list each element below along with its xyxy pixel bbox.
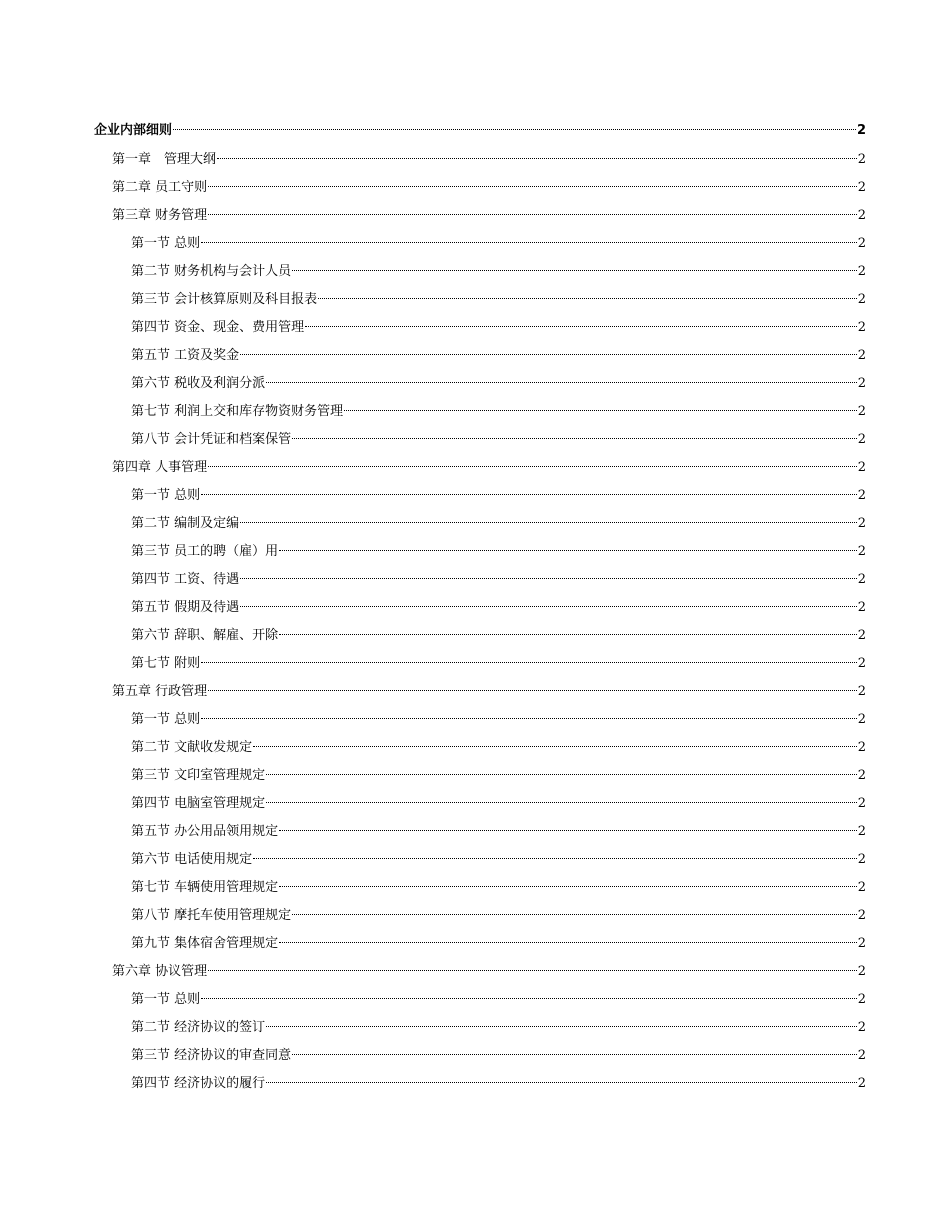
toc-entry-text: 第三节 经济协议的审查同意 <box>131 1048 292 1063</box>
toc-page-number: 2 <box>857 264 866 279</box>
toc-page-number: 2 <box>857 908 866 923</box>
toc-entry-text: 第二节 编制及定编 <box>131 516 240 531</box>
toc-page-number: 2 <box>857 516 866 531</box>
toc-chapter-entry[interactable] <box>94 678 866 706</box>
toc-entry-text: 第一节 总则 <box>131 992 201 1007</box>
toc-entry-text: 第二章 员工守则 <box>112 180 208 195</box>
toc-page-number: 2 <box>857 684 866 699</box>
toc-entry-text: 第二节 财务机构与会计人员 <box>131 264 292 279</box>
dot-leader <box>240 354 857 355</box>
toc-page-number: 2 <box>857 236 866 251</box>
toc-section-entry[interactable] <box>94 846 866 874</box>
toc-section-entry[interactable] <box>94 342 866 370</box>
toc-page-number: 2 <box>857 572 866 587</box>
dot-leader <box>217 158 857 159</box>
dot-leader <box>292 270 857 271</box>
toc-entry-text: 第四节 工资、待遇 <box>131 572 240 587</box>
toc-section-entry[interactable] <box>94 1014 866 1042</box>
toc-entry-text: 第五节 工资及奖金 <box>131 348 240 363</box>
toc-entry-text: 第一节 总则 <box>131 236 201 251</box>
table-of-contents <box>94 116 866 1098</box>
toc-entry-text: 企业内部细则 <box>94 123 173 138</box>
dot-leader <box>253 746 857 747</box>
toc-page-number: 2 <box>857 1020 866 1035</box>
dot-leader <box>201 242 857 243</box>
toc-section-entry[interactable] <box>94 510 866 538</box>
toc-section-entry[interactable] <box>94 818 866 846</box>
dot-leader <box>266 1026 857 1027</box>
dot-leader <box>201 718 857 719</box>
toc-page-number: 2 <box>857 712 866 727</box>
toc-page-number: 2 <box>857 432 866 447</box>
toc-section-entry[interactable] <box>94 762 866 790</box>
toc-page-number: 2 <box>857 376 866 391</box>
toc-section-entry[interactable] <box>94 314 866 342</box>
dot-leader <box>279 634 857 635</box>
toc-page-number: 2 <box>857 320 866 335</box>
dot-leader <box>208 466 857 467</box>
toc-section-entry[interactable] <box>94 286 866 314</box>
toc-entry-text: 第六节 电话使用规定 <box>131 852 253 867</box>
dot-leader <box>292 1054 857 1055</box>
toc-section-entry[interactable] <box>94 426 866 454</box>
toc-section-entry[interactable] <box>94 650 866 678</box>
toc-entry-text: 第四节 资金、现金、费用管理 <box>131 320 305 335</box>
toc-chapter-entry[interactable] <box>94 174 866 202</box>
toc-page-number: 2 <box>857 964 866 979</box>
toc-section-entry[interactable] <box>94 370 866 398</box>
toc-chapter-entry[interactable] <box>94 958 866 986</box>
toc-page-number: 2 <box>857 404 866 419</box>
toc-page-number: 2 <box>857 852 866 867</box>
dot-leader <box>279 942 857 943</box>
toc-chapter-entry[interactable] <box>94 454 866 482</box>
toc-entry-text: 第八节 会计凭证和档案保管 <box>131 432 292 447</box>
toc-page-number: 2 <box>857 824 866 839</box>
dot-leader <box>173 129 856 130</box>
toc-title-entry[interactable] <box>94 116 866 146</box>
dot-leader <box>292 438 857 439</box>
toc-entry-text: 第三节 员工的聘（雇）用 <box>131 544 279 559</box>
toc-page-number: 2 <box>857 656 866 671</box>
toc-page-number: 2 <box>857 1048 866 1063</box>
toc-section-entry[interactable] <box>94 482 866 510</box>
toc-page-number: 2 <box>857 768 866 783</box>
dot-leader <box>208 970 857 971</box>
toc-entry-text: 第六章 协议管理 <box>112 964 208 979</box>
toc-chapter-entry[interactable] <box>94 146 866 174</box>
toc-section-entry[interactable] <box>94 874 866 902</box>
toc-entry-text: 第七节 附则 <box>131 656 201 671</box>
toc-entry-text: 第六节 辞职、解雇、开除 <box>131 628 279 643</box>
toc-page-number: 2 <box>857 460 866 475</box>
dot-leader <box>266 802 857 803</box>
dot-leader <box>208 186 857 187</box>
toc-page-number: 2 <box>857 628 866 643</box>
dot-leader <box>344 410 857 411</box>
toc-page-number: 2 <box>857 208 866 223</box>
toc-entry-text: 第一节 总则 <box>131 488 201 503</box>
toc-section-entry[interactable] <box>94 734 866 762</box>
dot-leader <box>253 858 857 859</box>
toc-section-entry[interactable] <box>94 538 866 566</box>
toc-section-entry[interactable] <box>94 1070 866 1098</box>
toc-entry-text: 第五章 行政管理 <box>112 684 208 699</box>
toc-entry-text: 第九节 集体宿舍管理规定 <box>131 936 279 951</box>
toc-chapter-entry[interactable] <box>94 202 866 230</box>
dot-leader <box>318 298 857 299</box>
dot-leader <box>201 494 857 495</box>
toc-entry-text: 第四节 经济协议的履行 <box>131 1076 266 1091</box>
dot-leader <box>201 998 857 999</box>
dot-leader <box>266 774 857 775</box>
toc-page-number: 2 <box>857 488 866 503</box>
toc-page-number: 2 <box>857 936 866 951</box>
toc-page-number: 2 <box>857 292 866 307</box>
toc-entry-text: 第四章 人事管理 <box>112 460 208 475</box>
dot-leader <box>208 690 857 691</box>
toc-section-entry[interactable] <box>94 594 866 622</box>
dot-leader <box>266 382 857 383</box>
toc-page-number: 2 <box>857 1076 866 1091</box>
toc-entry-text: 第一章 管理大纲 <box>112 152 217 167</box>
toc-entry-text: 第三节 会计核算原则及科目报表 <box>131 292 318 307</box>
toc-entry-text: 第三章 财务管理 <box>112 208 208 223</box>
dot-leader <box>292 914 857 915</box>
toc-page-number: 2 <box>857 992 866 1007</box>
toc-entry-text: 第五节 办公用品领用规定 <box>131 824 279 839</box>
toc-section-entry[interactable] <box>94 706 866 734</box>
toc-page-number: 2 <box>857 796 866 811</box>
dot-leader <box>240 606 857 607</box>
toc-section-entry[interactable] <box>94 790 866 818</box>
toc-entry-text: 第七节 利润上交和库存物资财务管理 <box>131 404 344 419</box>
toc-section-entry[interactable] <box>94 258 866 286</box>
toc-section-entry[interactable] <box>94 986 866 1014</box>
toc-page-number: 2 <box>856 123 866 138</box>
toc-page-number: 2 <box>857 880 866 895</box>
toc-section-entry[interactable] <box>94 902 866 930</box>
toc-page-number: 2 <box>857 180 866 195</box>
dot-leader <box>208 214 857 215</box>
dot-leader <box>266 1082 857 1083</box>
dot-leader <box>279 830 857 831</box>
toc-page-number: 2 <box>857 544 866 559</box>
toc-section-entry[interactable] <box>94 230 866 258</box>
dot-leader <box>279 886 857 887</box>
dot-leader <box>201 662 857 663</box>
dot-leader <box>305 326 857 327</box>
toc-page-number: 2 <box>857 348 866 363</box>
toc-entry-text: 第五节 假期及待遇 <box>131 600 240 615</box>
toc-entry-text: 第二节 文献收发规定 <box>131 740 253 755</box>
toc-page-number: 2 <box>857 740 866 755</box>
dot-leader <box>279 550 857 551</box>
toc-page-number: 2 <box>857 600 866 615</box>
toc-entry-text: 第三节 文印室管理规定 <box>131 768 266 783</box>
toc-entry-text: 第六节 税收及利润分派 <box>131 376 266 391</box>
toc-section-entry[interactable] <box>94 622 866 650</box>
toc-section-entry[interactable] <box>94 1042 866 1070</box>
toc-entry-text: 第二节 经济协议的签订 <box>131 1020 266 1035</box>
toc-entry-text: 第七节 车辆使用管理规定 <box>131 880 279 895</box>
toc-entry-text: 第八节 摩托车使用管理规定 <box>131 908 292 923</box>
toc-entry-text: 第四节 电脑室管理规定 <box>131 796 266 811</box>
toc-section-entry[interactable] <box>94 398 866 426</box>
dot-leader <box>240 578 857 579</box>
toc-page-number: 2 <box>857 152 866 167</box>
dot-leader <box>240 522 857 523</box>
toc-section-entry[interactable] <box>94 566 866 594</box>
toc-section-entry[interactable] <box>94 930 866 958</box>
toc-entry-text: 第一节 总则 <box>131 712 201 727</box>
